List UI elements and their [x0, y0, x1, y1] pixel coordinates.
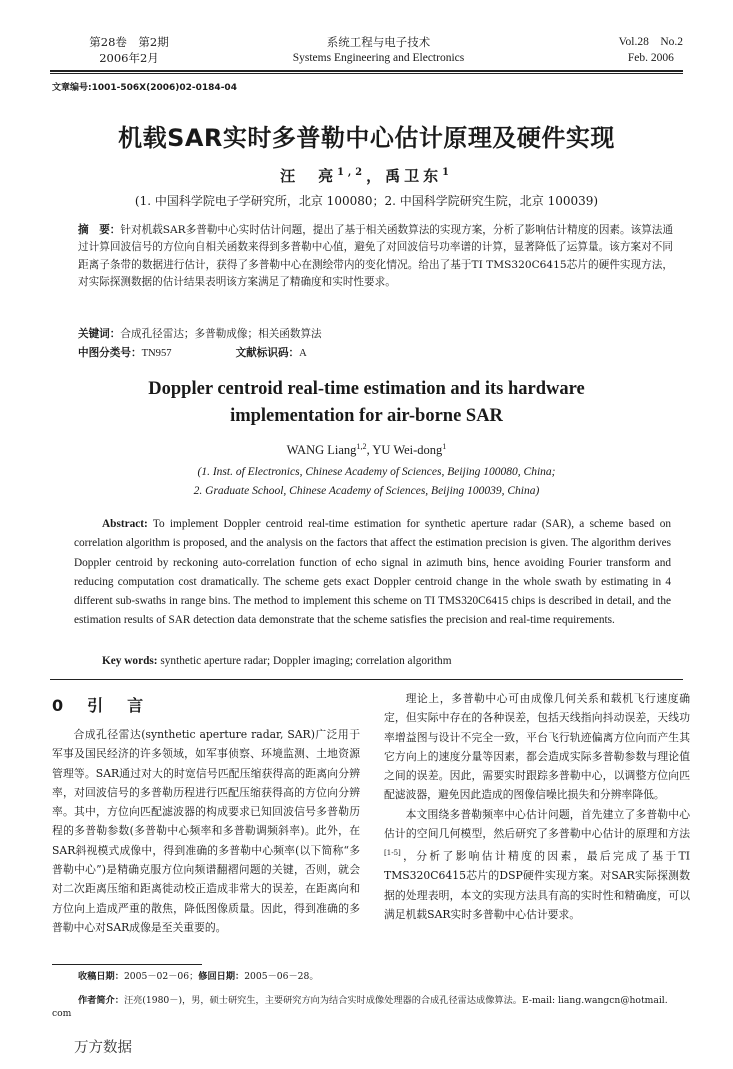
- author-1-affil: 1,2: [337, 167, 367, 178]
- abstract-label: 摘 要：: [78, 224, 121, 236]
- abstract-chinese: [78, 222, 673, 291]
- footnote-author: 作者简介：汪亮(1980－)，男，硕士研究生，主要研究方向为结合实时成像处理器的合成孔径雷达成像算法。E-mail: liang.wangcn@hotmail.: [78, 995, 668, 1006]
- affiliation-chinese: (1. 中国科学院电子学研究所，北京 100080；2. 中国科学院研究生院，北京 100039): [134, 194, 599, 208]
- watermark-text: 万方数据: [74, 1040, 132, 1056]
- journal-volume-en: Vol.28 No.2 Feb. 2006: [618, 36, 683, 64]
- footnote-rule: [52, 964, 202, 965]
- section-heading-intro: 0 引 言: [52, 696, 148, 715]
- abstract-english: [74, 515, 671, 631]
- author-1: 汪 亮: [280, 167, 338, 185]
- citation-ref: [1-5]: [384, 848, 401, 858]
- abstract-text: 针对机载SAR多普勒中心实时估计问题，提出了基于相关函数算法的实现方案，分析了影响估计精度的因素。该算法通过计算回波信号的方位向自相关函数来得到多普勒中心值，避免了对回波信号功率谱的计算，显著降低了运算量。该方案对不同距离子条带的数据进行估计，获得了多普勒中心在测绘带内的变化情况。给出了基于TI TMS320C6415芯片的硬件实现方法，对实际探测数据的估计结果表明该方案满足了精确度和实时性要求。: [78, 224, 674, 288]
- journal-name: 系统工程与电子技术 Systems Engineering and Electronics: [292, 35, 465, 64]
- article-number: 文章编号:1001-506X(2006)02-0184-04: [52, 83, 237, 93]
- keywords-chinese: 关键词：合成孔径雷达；多普勒成像；相关函数算法: [78, 328, 322, 340]
- header-rule-thin: [50, 73, 683, 74]
- section-divider: [50, 679, 683, 680]
- body-column-left: [52, 725, 360, 937]
- footnote-author-cont: com: [52, 1008, 72, 1019]
- intro-paragraph-2: 理论上，多普勒中心可由成像几何关系和载机飞行速度确定，但实际中存在的各种误差，包括天线指向抖动误差，天线功率增益图与设计不完全一致，平台飞行轨迹偏离方位向而产生其它方向上的速度分量等因素，都会造成实际多普勒参数与理论值之间的误差。因此，需要实时跟踪多普勒中心，以调整方位向匹配滤波器，避免因此造成的图像信噪比损失和分辨率降低。: [384, 692, 690, 802]
- classification-codes: 中图分类号：TN957 文献标识码：A: [78, 347, 307, 359]
- author-2: 禹卫东: [385, 167, 443, 185]
- footnote-dates: 收稿日期：2005－02－06；修回日期：2005－06－28。: [78, 971, 319, 982]
- journal-volume-issue: 第28卷 第2期 2006年2月: [89, 35, 169, 65]
- body-column-right: [384, 689, 690, 924]
- authors-english: WANG Liang$^{1,2}$, YU Wei-dong$^1$: [286, 442, 447, 458]
- keywords-english: Key words: synthetic aperture radar; Doppler imaging; correlation algorithm: [102, 655, 452, 667]
- header-rule-thick: [50, 70, 683, 72]
- title-english: Doppler centroid real-time estimation and its hardware implementation for air-borne SAR: [148, 379, 585, 426]
- abstract-en-text: To implement Doppler centroid real-time estimation for synthetic aperture radar (SAR), a scheme based on correlation algorithm is proposed, and the analysis on the factors that affect the estimation precision is given. The algorithm derives Doppler centroid by reckoning auto-correlation function of echo signal in azimuth bins, hence avoiding Fourier transform and reducing computation cost dramatically. The scheme gets exact Doppler centroid change in the whole swath by estimating in 4 different sub-swaths in range bins. The method to implement this scheme on TI TMS320C6415 chips is described in detail, and the estimation results of SAR detection data demonstrate that the scheme satisfies the precision and real-time requirements.: [74, 518, 672, 627]
- intro-paragraph-1: 合成孔径雷达(synthetic aperture radar, SAR)广泛用于军事及国民经济的许多领域，如军事侦察、环境监测、土地资源管理等。SAR通过对大的时宽信号匹配压缩获得高的距离向分辨率，对回波信号的多普勒历程进行匹配压缩获得高的方位向分辨率。其中，方位向匹配滤波器的构成要求已知回波信号多普勒历程的多普勒参数(多普勒中心频率和多普勒调频斜率)。此外，在SAR斜视模式成像中，得到准确的多普勒中心频率(以下简称“多普勒中心”)是精确克服方位向频谱翻褶问题的关键，否则，就会对二次距离压缩和距离徙动校正造成非常大的误差，在距离向和方位向上造成严重的散焦，降低图像质量。因此，得到准确的多普勒中心对SAR成像是至关重要的。: [52, 728, 360, 934]
- intro-paragraph-3: 本文围绕多普勒频率中心估计问题，首先建立了多普勒中心估计的空间几何模型，然后研究了多普勒中心估计的原理和方法[1-5]，分析了影响估计精度的因素，最后完成了基于TI TMS320C6415芯片的DSP硬件实现方案。对SAR实际探测数据的处理表明，本文的实现方法具有高的实时性和精确度，可以满足机载SAR实时多普勒中心估计要求。: [384, 807, 690, 921]
- author-2-affil: 1: [442, 167, 453, 178]
- affiliation-english: (1. Inst. of Electronics, Chinese Academy of Sciences, Beijing 100080, China; 2. Graduate School, Chinese Academy of Sciences, Beijing 100039, China): [193, 466, 556, 497]
- running-header: [74, 34, 683, 68]
- authors-chinese: 汪 亮$^{1,2}$，禹卫东$^1$: [280, 167, 453, 185]
- title-chinese: 机载SAR实时多普勒中心估计原理及硬件实现: [118, 124, 615, 152]
- abstract-en-label: Abstract:: [102, 518, 148, 530]
